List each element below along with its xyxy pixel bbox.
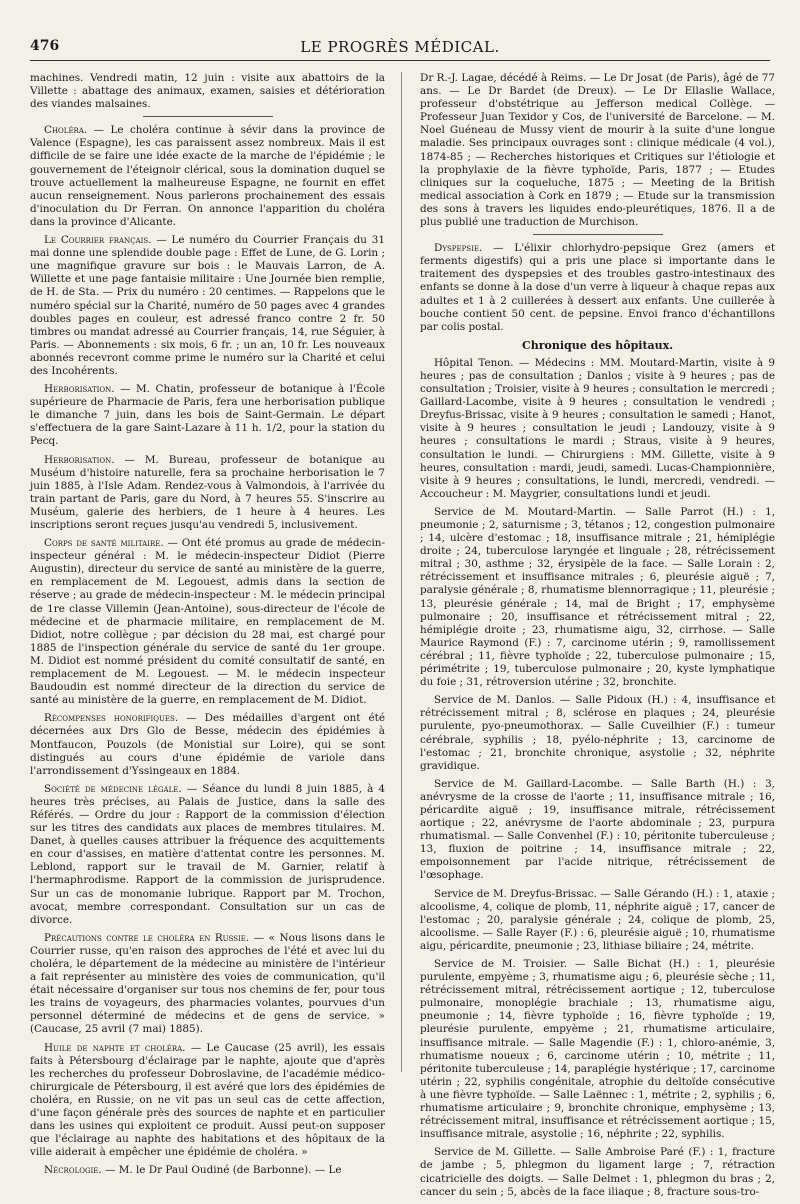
article-title: Récompenses honorifiques. <box>44 712 179 725</box>
article-dyspepsie: Dyspepsie. — L'élixir chlorhydro-pepsique Grez (amers et ferments digestifs) qui a pris une place si importante dans le traitement des dyspepsies et des troubles gastro-intestinaux des enfants se donne à la dose d'un verre à liqueur à chaque repas aux adultes et 1 à 2 cuillerées à dessert aux enfants. Une cuillerée à bouche contient 50 cent. de pepsine. Envoi franco d'échantillons par colis postal. <box>420 242 775 333</box>
article-cholera: Choléra. — Le choléra continue à sévir dans la province de Valence (Espagne), les cas paraissent assez nombreux. Mais il est difficile de se faire une idée exacte de la marche de l'épidémie ; le gouvernement de l'éteignoir clérical, sous la domination duquel se trouve actuellement la malheureuse Espagne, ne fournit en effet aucun renseignement. Nous parlerons prochainement des essais d'inoculation du Dr Ferran. On annonce l'apparition du choléra dans la province d'Alicante. <box>30 124 385 228</box>
page-header <box>30 36 770 61</box>
article-herborisation-chatin: Herborisation. — M. Chatin, professeur de botanique à l'École supérieure de Pharmacie de Paris, fera une herborisation publique le dimanche 7 juin, dans les bois de Saint-Germain. Le départ s'effectuera de la gare Saint-Lazare à 11 h. 1/2, pour la station du Pecq. <box>30 383 385 448</box>
necrologie-continued: Dr R.-J. Lagae, décédé à Reims. — Le Dr Josat (de Paris), âgé de 77 ans. — Le Dr Bardet (de Dreux). — Le Dr Ellaslie Wallace, professeur d'obstétrique au Jefferson medical Collège. — Professeur Juan Texidor y Cos, de l'université de Barcelone. — M. Noel Guéneau de Mussy vient de mourir à la suite d'une longue maladie. Ses principaux ouvrages sont : clinique médicale (4 vol.), 1874-85 ; — Recherches historiques et Critiques sur l'étiologie et la prophylaxie de la fièvre typhoïde, Paris, 1877 ; — Etudes cliniques sur la coqueluche, 1875 ; — Meeting de la British medical association à Cork en 1879 ; — Etude sur la transmission des sons à travers les liquides endo-pleurétiques, 1876. Il a de plus publié une traduction de Murchison. <box>420 72 775 229</box>
article-title: Herborisation. <box>44 453 115 466</box>
service-moutard-martin: Service de M. Moutard-Martin. — Salle Parrot (H.) : 1, pneumonie ; 2, saturnisme ; 3, tétanos ; 12, congestion pulmonaire ; 14, ulcère d'estomac ; 18, insuffisance mitrale ; 21, hémiplégie droite ; 24, tuberculose laryngée et linguale ; 28, rétrécissement mitral ; 30, asthme ; 32, érysipèle de la face. — Salle Lorain : 2, rétrécissement et insuffisance mitrales ; 6, pleurésie aiguë ; 7, paralysie générale ; 8, rhumatisme blennorragique ; 11, pleurésie ; 13, pleurésie générale ; 14, mal de Bright ; 17, emphysème pulmonaire ; 20, insuffisance et rétrécissement mitral ; 22, hémiplégie droite ; 23, rhumatisme aigu, 32, cirrhose. — Salle Maurice Raymond (F.) : 7, carcinome utérin ; 9, ramollissement cérébral ; 11, fièvre typhoïde ; 22, tuberculose pulmonaire ; 15, périmétrite ; 19, tuberculose pulmonaire ; 20, kyste lymphatique du foie ; 31, rétroversion utérine ; 32, bronchite. <box>420 505 775 689</box>
article-title: Corps de santé militaire. <box>44 537 164 550</box>
left-column <box>30 72 385 1183</box>
article-corps-sante: Corps de santé militaire. — Ont été promus au grade de médecin-inspecteur général : M. le médecin-inspecteur Didiot (Pierre Augustin), directeur du service de santé au ministère de la guerre, en remplacement de M. Legouest, admis dans la section de réserve ; au grade de médecin-inspecteur : M. le médecin principal de 1re classe Villemin (Jean-Antoine), sous-directeur de l'école de médecine et de pharmacie militaire, en remplacement de M. Didiot, notre collègue ; par décision du 28 mai, est chargé pour 1885 de l'inspection générale du service de santé du 1er groupe. M. Didiot est nommé président du comité consultatif de santé, en remplacement de M. Legouest. — M. le médecin inspecteur Baudoudin est nommé directeur de la direction du service de santé au ministère de la guerre, en remplacement de M. Didiot. <box>30 537 386 707</box>
article-herborisation-bureau: Herborisation. — M. Bureau, professeur de botanique au Muséum d'histoire naturelle, fera sa prochaine herborisation le 7 juin 1885, à l'Isle Adam. Rendez-vous à Valmondois, à l'arrivée du train partant de Paris, gare du Nord, à 7 heures 55. S'inscrire au Muséum, galerie des herbiers, de 1 heure à 4 heures. Les inscriptions seront reçues jusqu'au vendredi 5, inclusivement. <box>30 453 385 531</box>
service-troisier: Service de M. Troisier. — Salle Bichat (H.) : 1, pleurésie purulente, empyème ; 3, rhumatisme aigu ; 6, pleurésie sèche ; 11, rétrécissement mitral, rétrécissement aortique ; 12, tuberculose pulmonaire, monoplégie brachiale ; 13, rhumatisme aigu, pneumonie ; 14, fièvre typhoïde ; 16, fièvre typhoïde ; 19, pleurésie purulente, empyème ; 21, rhumatisme articulaire, insuffisance mitrale. — Salle Magendie (F.) : 1, chloro-anémie, 3, rhumatisme noueux ; 6, carcinome utérin ; 10, métrite ; 11, péritonite tuberculeuse ; 14, paraplégie hystérique ; 17, carcinome utérin ; 22, syphilis congénitale, atrophie du deltoïde consécutive à une fièvre typhoïde. — Salle Laënnec : 1, métrite ; 2, syphilis ; 6, rhumatisme articulaire ; 9, bronchite chronique, emphysème ; 13, rétrécissement mitral, insuffisance et rétrécissement aortique ; 15, insuffisance mitrale, asystolie ; 16, néphrite ; 22, syphilis. <box>420 958 775 1141</box>
article-title: Huile de naphte et choléra. <box>44 1041 186 1054</box>
article-title: Le Courrier français. <box>44 234 152 247</box>
article-precautions-russie: Précautions contre le choléra en Russie. — « Nous lisons dans le Courrier russe, qu'en raison des approches de l'été et avec lui du choléra, le département de la médecine au ministère de l'intérieur a fait représenter au ministère des voies de communication, qu'il était nécessaire d'organiser sur tous nos chemins de fer, pour tous les trains de voyageurs, des pharmacies volantes, pourvues d'un personnel déterminé de médecins et de gens de service. » (Caucase, 25 avril (7 mai) 1885). <box>30 931 385 1036</box>
article-courrier-francais: Le Courrier français. — Le numéro du Courrier Français du 31 mai donne une splendide double page : Effet de Lune, de G. Lorin ; une magnifique gravure sur bois : le Mauvais Larron, de A. Willette et une page fantaisie militaire : Une Journée bien remplie, de H. de Sta. — Prix du numéro : 20 centimes. — Rappelons que le numéro spécial sur la Charité, numéro de 50 pages avec 4 grandes doubles pages en couleur, est adressé franco contre 2 fr. 50 timbres ou mandat adressé au Courrier français, 14, rue Séguier, à Paris. — Abonnements : six mois, 6 fr. ; un an, 10 fr. Les nouveaux abonnés recevront comme prime le numéro sur la Charité et celui des Incohérents. <box>30 234 385 377</box>
column-divider <box>401 72 402 1072</box>
service-dreyfus-brissac: Service de M. Dreyfus-Brissac. — Salle Gérando (H.) : 1, ataxie ; alcoolisme, 4, colique de plomb, 11, néphrite aiguë ; 17, cancer de l'estomac ; 20, paralysie générale ; 24, colique de plomb, 25, alcoolisme. — Salle Rayer (F.) : 6, pleurésie aiguë ; 10, rhumatisme aigu, péricardite, pneumonie ; 23, lithiase biliaire ; 24, métrite. <box>420 887 775 952</box>
article-paragraph: machines. Vendredi matin, 12 juin : visite aux abattoirs de la Villette : abattage des animaux, examen, saisies et détérioration des viandes malsaines. <box>30 72 385 111</box>
article-title: Précautions contre le choléra en Russie. <box>44 931 250 944</box>
article-title: Choléra. <box>44 124 88 137</box>
article-medecine-legale: Société de médecine légale. — Séance du lundi 8 juin 1885, à 4 heures très précises, au Palais de Justice, dans la salle des Référés. — Ordre du jour : Rapport de la commission d'élection sur les titres des candidats aux places de membres titulaires. M. Danet, à quelles causes attribuer la fréquence des acquittements en cour d'assises, en matière d'attentat contre les personnes. M. Leblond, rapport sur le travail de M. Garnier, relatif à l'hermaphrodisme. Rapport de la commission de jurisprudence. Sur un cas de monomanie lubrique. Rapport par M. Trochon, avocat, membre correspondant. Consultation sur un cas de divorce. <box>30 782 385 926</box>
article-recompenses: Récompenses honorifiques. — Des médailles d'argent ont été décernées aux Drs Glo de Besse, médecin des épidémies à Montfaucon, Pouzols (de Monistial sur Loire), qui se sont distingués au cours d'une épidémie de variole dans l'arrondissement d'Yssingeaux en 1884. <box>30 712 385 777</box>
right-column <box>420 72 775 1204</box>
page-number: 476 <box>30 38 60 54</box>
article-necrologie: Nécrologie. — M. le Dr Paul Oudiné (de Barbonne). — Le <box>44 1164 342 1177</box>
hospital-tenon-paragraph: Hôpital Tenon. — Médecins : MM. Moutard-Martin, visite à 9 heures ; pas de consultation ; Danlos ; visite à 9 heures ; pas de consultation ; Troisier, visite à 9 heures ; consultation le mercredi ; Gaillard-Lacombe, visite à 9 heures ; consultation le vendredi ; Dreyfus-Brissac, visite à 9 heures ; consultation le samedi ; Hanot, visite à 9 heures ; consultation le jeudi ; Landouzy, visite à 9 heures ; consultations le mardi ; Straus, visite à 9 heures, consultation le lundi. — Chirurgiens : MM. Gillette, visite à 9 heures, consultation : mardi, jeudi, samedi. Lucas-Championnière, visite à 9 heures ; consultations, le lundi, mercredi, vendredi. — Accoucheur : M. Maygrier, consultations lundi et jeudi. <box>420 356 775 500</box>
service-gillette: Service de M. Gillette. — Salle Ambroise Paré (F.) : 1, fracture de jambe ; 5, phlegmon du ligament large ; 7, rétraction cicatricielle des doigts. — Salle Delmet : 1, phlegmon du bras ; 2, cancer du sein ; 5, abcès de la face iliaque ; 8, fracture sous-tro- <box>420 1146 775 1198</box>
article-title: Herborisation. <box>44 383 115 396</box>
separator <box>533 234 663 235</box>
service-gaillard-lacombe: Service de M. Gaillard-Lacombe. — Salle Barth (H.) : 3, anévrysme de la crosse de l'aorte ; 11, insuffisance mitrale ; 16, péricardite aiguë ; 19, insuffisance mitrale, rétrécissement aortique ; 22, anévrysme de l'aorte abdominale ; 23, purpura rhumatismal. — Salle Convenhel (F.) : 10, péritonite tuberculeuse ; 13, fluxion de poitrine ; 14, insuffisance mitrale ; 22, empoisonnement par l'acide nitrique, rétrécissement de l'œsophage. <box>420 777 775 882</box>
separator <box>143 116 273 117</box>
article-title: Société de médecine légale. <box>44 782 182 795</box>
article-naphte: Huile de naphte et choléra. — Le Caucase (25 avril), les essais faits à Pétersbourg d'éclairage par le naphte, ajoute que d'après les recherches du professeur Dobroslavine, de l'académie médico-chirurgicale de Pétersbourg, il est avéré que lors des épidémies de choléra, en Russie, on ne vit pas un seul cas de cette affection, d'une façon générale près des sources de naphte et en particulier dans les usines qui exploitent ce produit. Aussi peut-on supposer que l'éclairage au naphte des habitations et des hôpitaux de la ville aiderait à empêcher une épidémie de choléra. » <box>30 1041 385 1159</box>
article-title: Nécrologie. <box>44 1164 102 1177</box>
section-heading: Chronique des hôpitaux. <box>521 338 674 352</box>
service-danlos: Service de M. Danlos. — Salle Pidoux (H.) : 4, insuffisance et rétrécissement mitral ; 8, sclérose en plaques ; 24, pleurésie purulente, pyo-pneumothorax. — Salle Cuveilhier (F.) : tumeur cérébrale, syphilis ; 18, pyélo-néphrite ; 13, carcinome de l'estomac ; 21, bronchite chronique, asystolie ; 32, néphrite gravidique. <box>420 694 775 772</box>
journal-title: LE PROGRÈS MÉDICAL. <box>300 38 500 56</box>
article-title: Dyspepsie. <box>434 242 483 255</box>
